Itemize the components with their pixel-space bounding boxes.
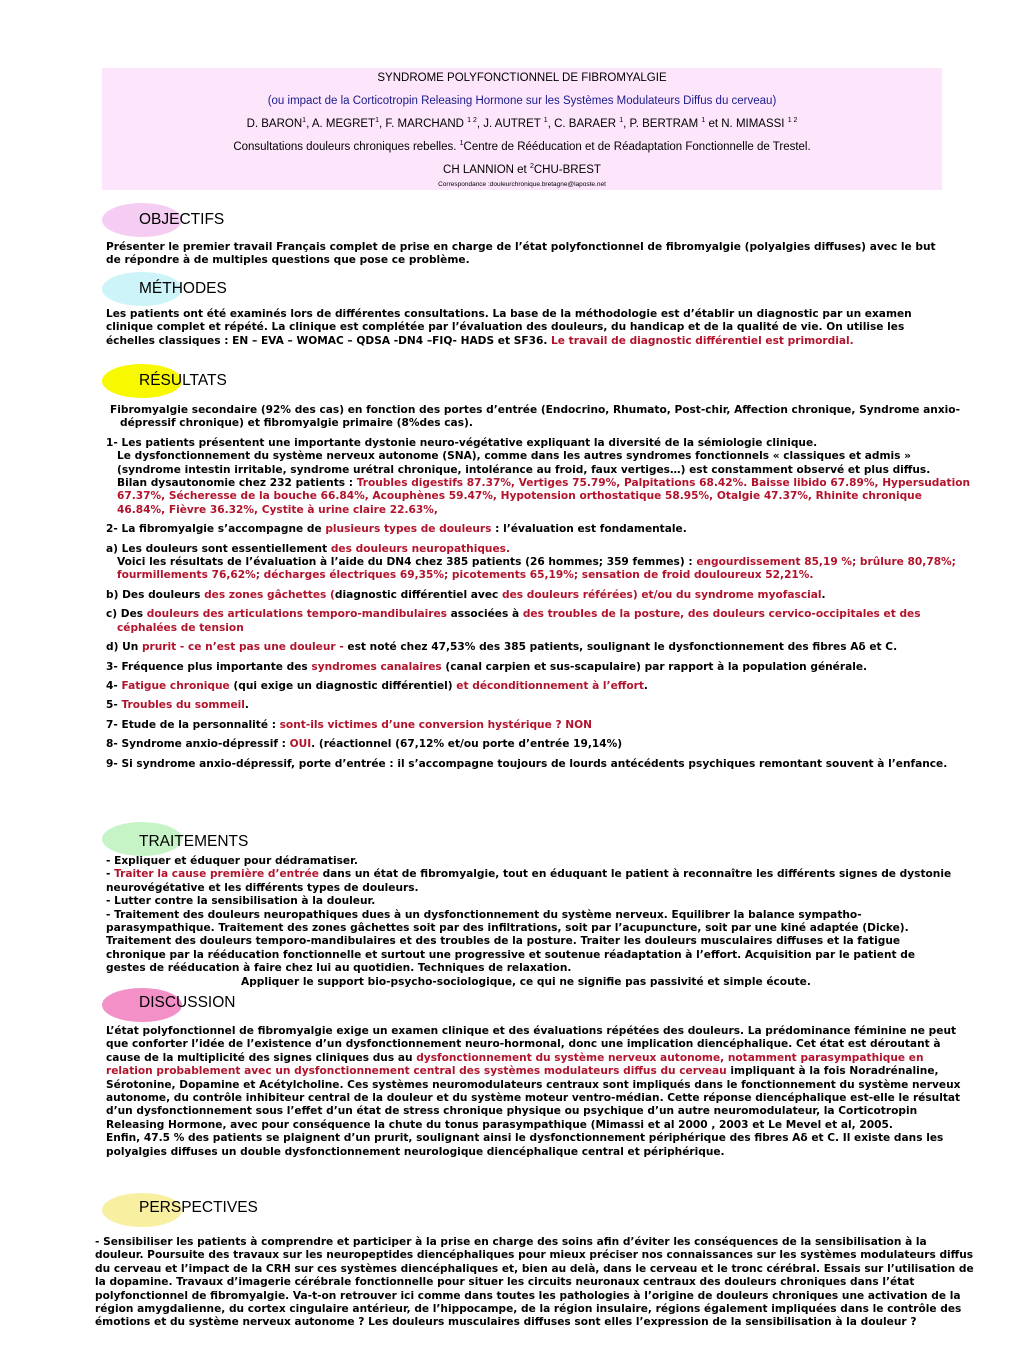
resultats-item-9: 9- Si syndrome anxio-dépressif, porte d’entrée : il s’accompagne toujours de lourds antécédents psychiques remontant souvent à l’enfance. — [106, 757, 948, 770]
resultats-item-c: c) Des douleurs des articulations temporo-mandibulaires associées à des troubles de la posture, des douleurs cervico-occipitales et des céphalées de tension — [106, 608, 921, 634]
resultats-item-8: 8- Syndrome anxio-dépressif : OUI. (réactionnel (67,12% et/ou porte d’entrée 19,14%) — [106, 738, 623, 751]
perspectives-text: - Sensibiliser les patients à comprendre et participer à la prise en charge des soins afin d’éviter les conséquences de la sensibilisation à la douleur. Poursuite des travaux sur les neuropeptides diencéphaliques pour mieux préciser nos connaissances sur les systèmes modulateurs diffus du cerveau et l’impact de la CRH sur ces systèmes diencéphaliques et, bien au delà, dans le cerveau et le tronc cérébral. Essais sur l’utilisation de la dopamine. Travaux d’imagerie cérébrale fonctionnelle pour situer les circuits neuronaux centraux des douleurs chroniques dans l’état polyfonctionnel de fibromyalgie. Va-t-on retrouver ici comme dans toutes les pathologies à l’origine de douleurs chroniques une activation de la région amygdalienne, du cortex cingulaire antérieur, de l’hippocampe, de la région insulaire, régions également impliquées dans le contrôle des émotions et du système nerveux autonome ? Les douleurs musculaires diffuses sont elles l’expression de la sensibilisation à la douleur ? — [95, 1236, 974, 1329]
poster-correspondence: Correspondance :douleurchronique.bretagne@laposte.net — [438, 181, 606, 188]
resultats-text: Fibromyalgie secondaire (92% des cas) en fonction des portes d’entrée (Endocrino, Rhumato, Post-chir, Affection chronique, Syndrome anxio-dépressif chronique) et fibromyalgie primaire (8%des cas). 1- Les patients présentent une importante dystonie neuro-végétative expliquant la diversité de la sémiologie clinique. Le dysfonctionnement du système nerveux autonome (SNA), comme dans les autres syndromes fonctionnels « classiques et admis » (syndrome intestin irritable, syndrome urétral chronique, intolérance au froid, faux vertiges…) est constamment observé et plus diffus. Bilan dysautonomie chez 232 patients : Troubles digestifs 87.37%, Vertiges 75.79%, Palpitations 68.42%. Baisse libido 67.89%, Hypersudation 67.37%, Sécheresse de la bouche 66.84%, Acouphènes 59.47%, Hypotension orthostatique 58.95%, Otalgie 47.37%, Rhinite chronique 46.84%, Fièvre 36.32%, Cystite à urine claire 22.63%, 2- La fibromyalgie s’accompagne de plusieurs types de douleurs : l’évaluation est fondamentale. a) Les douleurs sont essentiellement des douleurs neuropathiques. Voici les résultats de l’évaluation à l’aide du DN4 chez 385 patients (26 hommes; 359 femmes) : engourdissement 85,19 %; brûlure 80,78%; fourmillements 76,62%; décharges électriques 69,35%; picotements 65,19%; sensation de froid douloureux 52,21%. b) Des douleurs des zones gâchettes (diagnostic différentiel avec des douleurs référées) et/ou du syndrome myofascial. c) Des douleurs des articulations temporo-mandibulaires associées à des troubles de la posture, des douleurs cervico-occipitales et des céphalées de tension d) Un prurit - ce n’est pas une douleur - est noté chez 47,53% des 385 patients, soulignant le dysfonctionnement des fibres Aδ et C. 3- Fréquence plus importante des syndromes canalaires (canal carpien et sus-scapulaire) par rapport à la population générale. 4- Fatigue chronique (qui exige un diagnostic différentiel) et déconditionnement à l’effort. 5- Troubles du sommeil. 7- Etude de la personnalité : sont-ils victimes d’une conversion hystérique ? NON 8- Syndrome anxio-dépressif : OUI. (réactionnel (67,12% et/ou porte d’entrée 19,14%) 9- Si syndrome anxio-dépressif, porte d’entrée : il s’accompagne toujours de lourds antécédents psychiques remontant souvent à l’enfance. — [106, 404, 971, 770]
poster-hospitals: CH LANNION et $^2$CHU-BREST — [443, 163, 601, 176]
resultats-item-a: a) Les douleurs sont essentiellement des douleurs neuropathiques. — [106, 542, 510, 555]
resultats-item-5: 5- Troubles du sommeil. — [106, 699, 249, 712]
section-title: DISCUSSION — [139, 994, 236, 1011]
resultats-item-4: 4- Fatigue chronique (qui exige un diagnostic différentiel) et déconditionnement à l’effort. — [106, 679, 648, 692]
section-title: OBJECTIFS — [139, 211, 225, 228]
methodes-text: Les patients ont été examinés lors de différentes consultations. La base de la méthodologie est d’établir un diagnostic par un examen clinique complet et répété. La clinique est complétée par l’évaluation des douleurs, du handicap et de la qualité de vie. On utilise les échelles classiques : EN – EVA – WOMAC – QDSA -DN4 –FIQ- HADS et SF36. Le travail de diagnostic différentiel est primordial. — [106, 308, 912, 347]
section-title: MÉTHODES — [139, 280, 227, 297]
section-title: TRAITEMENTS — [139, 833, 249, 850]
resultats-item-d: d) Un prurit - ce n’est pas une douleur - est noté chez 47,53% des 385 patients, soulignant le dysfonctionnement des fibres Aδ et C. — [106, 641, 898, 654]
discussion-text: L’état polyfonctionnel de fibromyalgie exige un examen clinique et des évaluations répétées des douleurs. La prédominance féminine ne peut que conforter l’idée de l’existence d’un dysfonctionnement neuro-hormonal, donc une implication diencéphalique. Cet état est déroutant à cause de la multiplicité des signes cliniques dus au dysfonctionnement du système nerveux autonome, notamment parasympathique en relation probablement avec un dysfonctionnement central des systèmes modulateurs diffus du cerveau impliquant à la fois Noradrénaline, Sérotonine, Dopamine et Acétylcholine. Ces systèmes neuromodulateurs centraux sont impliqués dans le fonctionnement du système nerveux autonome, du contrôle inhibiteur central de la douleur et du système moteur ventro-médian. Cette réponse diencéphalique est-elle le résultat d’un dysfonctionnement sous l’effet d’un état de stress chronique physique ou psychique d’un autre neuromodulateur, la Corticotropin Releasing Hormone, avec pour conséquence la chute du tonus parasympathique (Mimassi et al 2000 , 2003 et Le Mevel et al, 2005. Enfin, 47.5 % des patients se plaignent d’un prurit, soulignant ainsi le dysfonctionnement périphérique des fibres Aδ et C. Il existe dans les polyalgies diffuses un double dysfonctionnement neurologique diencéphalique central et périphérique. — [106, 1025, 961, 1158]
section-title: RÉSULTATS — [139, 372, 227, 389]
poster-authors: D. BARON$^1$, A. MEGRET$^1$, F. MARCHAND $^{1 2}$, J. AUTRET $^1$, C. BARAER $^1$, P. BERTRAM $^1$ et N. MIMASSI $^{1 2}$ — [246, 117, 798, 130]
resultats-item-b: b) Des douleurs des zones gâchettes (diagnostic différentiel avec des douleurs référées) et/ou du syndrome myofascial. — [106, 588, 826, 601]
resultats-intro: Fibromyalgie secondaire (92% des cas) en fonction des portes d’entrée (Endocrino, Rhumato, Post-chir, Affection chronique, Syndrome anxio-dépressif chronique) et fibromyalgie primaire (8%des cas). — [110, 404, 960, 430]
traitements-text: - Expliquer et éduquer pour dédramatiser. - Traiter la cause première d’entrée dans un état de fibromyalgie, tout en éduquant le patient à reconnaître les différents signes de dystonie neurovégétative et les différents types de douleurs. - Lutter contre la sensibilisation à la douleur. - Traitement des douleurs neuropathiques dues à un dysfonctionnement du système nerveux. Equilibrer la balance sympatho-parasympathique. Traitement des zones gâchettes soit par des infiltrations, soit par l’acupuncture, soit par une kiné adaptée (Dicke). Traitement des douleurs temporo-mandibulaires et des troubles de la posture. Traiter les douleurs musculaires diffuses et la fatigue chronique par la rééducation fonctionnelle et surtout une progressive et soutenue réadaptation à l’effort. Acquisition par le patient de gestes de rééducation à faire chez lui au quotidien. Techniques de relaxation. Appliquer le support bio-psycho-sociologique, ce qui ne signifie pas passivité et simple écoute. — [106, 855, 952, 988]
section-title: PERSPECTIVES — [139, 1199, 258, 1216]
poster-subtitle: (ou impact de la Corticotropin Releasing Hormone sur les Systèmes Modulateurs Diffus du cerveau) — [267, 95, 777, 107]
resultats-item-1: 1- Les patients présentent une importante dystonie neuro-végétative expliquant la diversité de la sémiologie clinique. — [106, 436, 818, 449]
resultats-item-2: 2- La fibromyalgie s’accompagne de plusieurs types de douleurs : l’évaluation est fondamentale. — [106, 523, 687, 536]
poster-affiliation: Consultations douleurs chroniques rebelles. $^1$Centre de Rééducation et de Réadaptation Fonctionnelle de Trestel. — [233, 140, 811, 153]
poster-title: SYNDROME POLYFONCTIONNEL DE FIBROMYALGIE — [377, 72, 667, 84]
resultats-item-7: 7- Etude de la personnalité : sont-ils victimes d’une conversion hystérique ? NON — [106, 718, 593, 731]
resultats-item-3: 3- Fréquence plus importante des syndromes canalaires (canal carpien et sus-scapulaire) par rapport à la population générale. — [106, 660, 868, 673]
objectifs-text: Présenter le premier travail Français complet de prise en charge de l’état polyfonctionnel de fibromyalgie (polyalgies diffuses) avec le but de répondre à de multiples questions que pose ce problème. — [106, 241, 936, 267]
poster-header — [102, 68, 942, 190]
